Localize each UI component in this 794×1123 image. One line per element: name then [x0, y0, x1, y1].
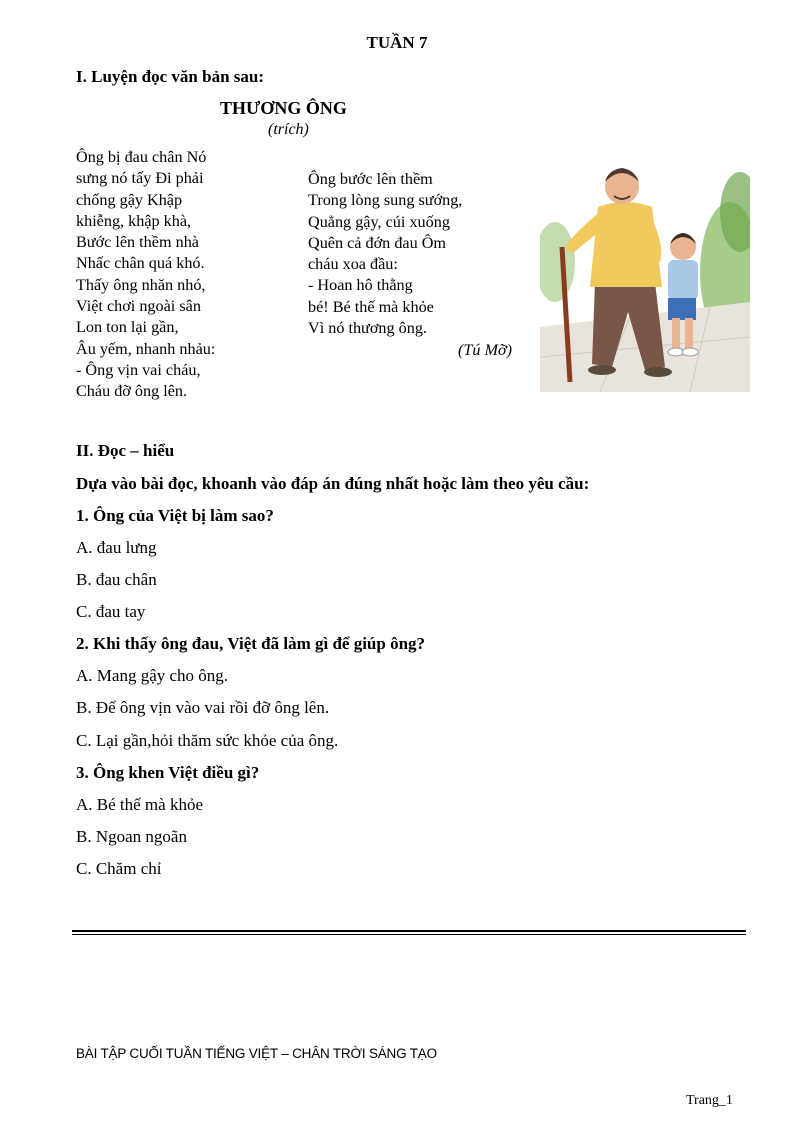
poem-line: Quên cả đớn đau Ôm: [308, 233, 447, 252]
footer-text: BÀI TẬP CUỐI TUẦN TIẾNG VIỆT – CHÂN TRỜI SÁNG TẠO: [76, 1046, 437, 1061]
answer-option[interactable]: A. đau lưng: [76, 538, 157, 557]
poem-line: cháu xoa đầu:: [308, 255, 398, 274]
footer-divider: [72, 930, 746, 932]
week-title: TUẦN 7: [366, 33, 428, 52]
poem-line: Trong lòng sung sướng,: [308, 191, 463, 210]
poem-line: Bước lên thềm nhà: [76, 233, 199, 252]
poem-line: Quẳng gậy, cúi xuống: [308, 212, 450, 231]
answer-option[interactable]: C. Chăm chỉ: [76, 859, 162, 878]
page-number: Trang_1: [686, 1093, 733, 1108]
question-3: 3. Ông khen Việt điều gì?: [76, 763, 260, 782]
poem-line: Âu yếm, nhanh nhảu:: [76, 339, 216, 358]
poem-line: Nhấc chân quá khó.: [76, 254, 205, 273]
poem-line: Cháu đỡ ông lên.: [76, 382, 188, 401]
poem-line: - Hoan hô thằng: [308, 276, 413, 295]
poem-line: Thấy ông nhăn nhó,: [76, 275, 206, 294]
poem-line: chống gậy Khập: [76, 190, 183, 209]
poem-line: Việt chơi ngoài sân: [76, 297, 201, 316]
poem-right-column: [308, 169, 462, 339]
question-2: 2. Khi thấy ông đau, Việt đã làm gì để giúp ông?: [76, 634, 426, 653]
poem-line: - Ông vịn vai cháu,: [76, 360, 201, 379]
grandfather-grandchild-illustration: [540, 152, 750, 392]
answer-option[interactable]: C. đau tay: [76, 602, 146, 621]
poem-subtitle: (trích): [268, 121, 309, 138]
section-comprehension-heading: II. Đọc – hiểu: [76, 441, 175, 460]
footer-divider-thin: [72, 934, 746, 935]
answer-option[interactable]: C. Lại gần,hỏi thăm sức khỏe của ông.: [76, 731, 339, 750]
answer-option[interactable]: B. Ngoan ngoãn: [76, 827, 187, 846]
poem-line: Lon ton lại gần,: [76, 318, 179, 337]
poem-left-column: [76, 147, 215, 403]
poem-title: THƯƠNG ÔNG: [220, 98, 347, 118]
answer-option[interactable]: A. Bé thế mà khỏe: [76, 795, 203, 814]
answer-option[interactable]: A. Mang gậy cho ông.: [76, 666, 229, 685]
section-reading-heading: I. Luyện đọc văn bản sau:: [76, 67, 265, 86]
instruction-text: Dựa vào bài đọc, khoanh vào đáp án đúng nhất hoặc làm theo yêu cầu:: [76, 474, 590, 493]
answer-option[interactable]: B. Để ông vịn vào vai rồi đỡ ông lên.: [76, 698, 330, 717]
poem-line: bé! Bé thế mà khỏe: [308, 297, 434, 316]
poem-line: Ông bị đau chân Nó: [76, 148, 207, 166]
poem-line: khiễng, khập khà,: [76, 211, 192, 230]
question-1: 1. Ông của Việt bị làm sao?: [76, 506, 274, 525]
poem-line: sưng nó tấy Đi phải: [76, 169, 204, 188]
poem-author: (Tú Mỡ): [458, 341, 513, 359]
poem-line: Vì nó thương ông.: [308, 319, 427, 338]
answer-option[interactable]: B. đau chân: [76, 570, 157, 589]
poem-line: Ông bước lên thềm: [308, 170, 433, 188]
